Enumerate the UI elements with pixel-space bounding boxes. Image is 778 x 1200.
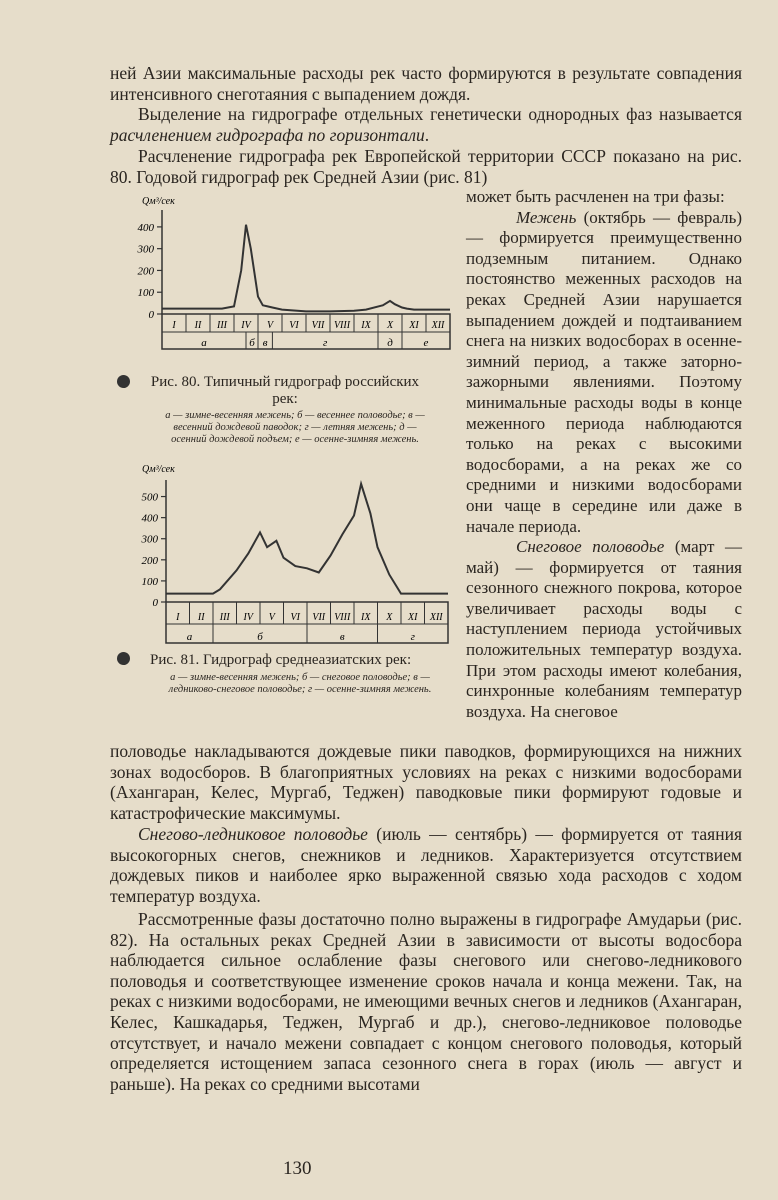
month-label: IX [361, 320, 371, 331]
paragraph-figures: Расчленение гидрографа рек Европейской территории СССР показано на рис. 80. Годовой гидрограф рек Средней Азии (рис. 81) [110, 146, 742, 187]
fig81-caption: Рис. 81. Гидрограф среднеазиатских рек: [150, 652, 412, 668]
month-label: X [386, 320, 394, 331]
phase-label: в [339, 631, 345, 643]
fig80-legend: а — зимне-весенняя межень; б — весеннее половодье; в — весенний дождевой паводок; г — летняя межень; д — осенний дождевой подъем; е — осенне-зимняя межень. [165, 410, 425, 445]
y-tick-label: 500 [141, 491, 158, 504]
month-label: XII [429, 612, 443, 623]
page-number: 130 [283, 1158, 312, 1179]
y-tick-label: 300 [137, 243, 154, 256]
fig81-legend: а — зимне-весенняя межень; б — снеговое половодье; в — ледниково-снеговое половодье; г — осенне-зимняя межень. [168, 672, 432, 695]
hydrograph-80-line [162, 225, 450, 312]
phase-label: а [201, 337, 207, 349]
phase-label: а [186, 631, 193, 643]
term-split: расчленением гидрографа по горизонтали [110, 124, 425, 145]
term-mezhen: Межень [516, 207, 577, 227]
month-label: VII [311, 320, 325, 331]
right-column [466, 187, 742, 722]
y-unit-label: Qм³/сек [142, 464, 175, 475]
y-tick-label: 400 [141, 512, 158, 525]
month-label: VIII [334, 612, 351, 623]
phase-mezhen: Межень (октябрь — февраль) — формируется преимущественно подземным питанием. Однако постоянство меженных расходов на реках Средней Азии нарушается выпадением дождей и подтаиванием снега на низких водосборах в осенне-зимний период, а также заторно-зажорными явлениями. Поэтому минимальные расходы воды в конце меженного периода наблюдаются только на реках с высокими водосборами, а на реках же со средними и низкими водосборами они чаще в середине или даже в начале периода. [466, 207, 742, 536]
month-label: I [172, 320, 176, 331]
phase-label: г [410, 631, 415, 643]
paragraph-flood: половодье накладываются дождевые пики паводков, формирующихся на нижних зонах водосборов. В благоприятных условиях на реках с низкими водосборами (Ахангаран, Келес, Мургаб, Теджен) паводковые пики формируют годовые и катастрофические максимумы. [110, 741, 742, 823]
figure-81-chart [112, 458, 462, 648]
month-label: III [219, 612, 230, 623]
y-tick-label: 0 [148, 309, 154, 321]
month-label: V [268, 612, 275, 623]
month-label: VI [289, 320, 299, 331]
phase-label: е [423, 337, 429, 349]
month-label: XII [431, 320, 445, 331]
month-label: XI [409, 320, 419, 331]
y-tick-label: 100 [141, 575, 158, 588]
y-tick-label: 200 [137, 265, 154, 278]
phase-label: б [257, 631, 263, 643]
paragraph-split: Выделение на гидрографе отдельных генетически однородных фаз называется расчленением гидрографа по горизонтали. [110, 104, 742, 145]
phase-label: б [249, 337, 255, 349]
y-tick-label: 200 [141, 554, 158, 567]
month-label: XI [408, 612, 418, 623]
y-tick-label: 300 [141, 533, 158, 546]
paragraph-amudarya: Рассмотренные фазы достаточно полно выражены в гидрографе Амударьи (рис. 82). На остальных реках Средней Азии в зависимости от высоты водосбора наблюдается сильное ослабление фазы снегового или снегово-ледникового половодья и соответствующее изменение сроков начала и конца межени. Так, на реках с низкими водосборами, не имеющими вечных снегов и ледников (Ахангаран, Келес, Кашкадарья, Теджен, Мургаб и др.), снегово-ледниковое половодье отсутствует, и начало межени совпадает с концом снегового половодья, который определяется истощением запаса сезонного снега в горах (июль — август и раньше). На реках со средними высотами [110, 909, 742, 1094]
fig80-caption: Рис. 80. Типичный гидрограф российских рек: [150, 374, 420, 407]
paragraph-glacier: Снегово-ледниковое половодье (июль — сентябрь) — формируется от таяния высокогорных снегов, снежников и ледников. Характеризуется отсутствием дождевых пиков и наиболее ярко выраженной связью хода расходов с ходом температур воздуха. [110, 824, 743, 906]
figure-80-chart [112, 190, 462, 360]
hydrograph-81-line [166, 484, 448, 594]
figure-80 [112, 190, 462, 360]
bullet [117, 375, 130, 388]
y-tick-label: 100 [137, 287, 154, 300]
month-label: II [197, 612, 205, 623]
month-label: VII [312, 612, 326, 623]
paragraph-top: ней Азии максимальные расходы рек часто формируются в результате совпадения интенсивного снеготаяния с выпадением дождя. [110, 63, 742, 104]
term-glacier: Снегово-ледниковое половодье [138, 824, 368, 844]
phase-label: д [387, 337, 393, 349]
y-unit-label: Qм³/сек [142, 196, 175, 207]
month-label: IV [241, 320, 251, 331]
phase-snow: Снеговое половодье (март — май) — формируется от таяния сезонного снежного покрова, которое увеличивает расходы воды с наступлением периода устойчивых положительных температур воздуха. При этом расходы имеют колебания, синхронные колебаниям температур воздуха. На снеговое [466, 537, 742, 721]
month-label: X [386, 612, 393, 623]
month-label: VIII [333, 320, 351, 331]
month-label: V [266, 320, 274, 331]
month-label: IV [243, 612, 253, 623]
month-label: II [194, 320, 202, 331]
month-label: VI [290, 612, 300, 623]
y-tick-label: 400 [137, 221, 154, 234]
column-intro: может быть расчленен на три фазы: [466, 187, 725, 206]
month-label: I [176, 612, 180, 623]
bullet [117, 652, 130, 665]
phase-label: г [323, 337, 328, 349]
phase-label: в [262, 337, 268, 349]
figure-81 [112, 458, 462, 648]
month-label: IX [361, 612, 371, 623]
month-label: III [217, 320, 227, 331]
y-tick-label: 0 [152, 597, 158, 609]
term-snow: Снеговое половодье [516, 537, 665, 557]
